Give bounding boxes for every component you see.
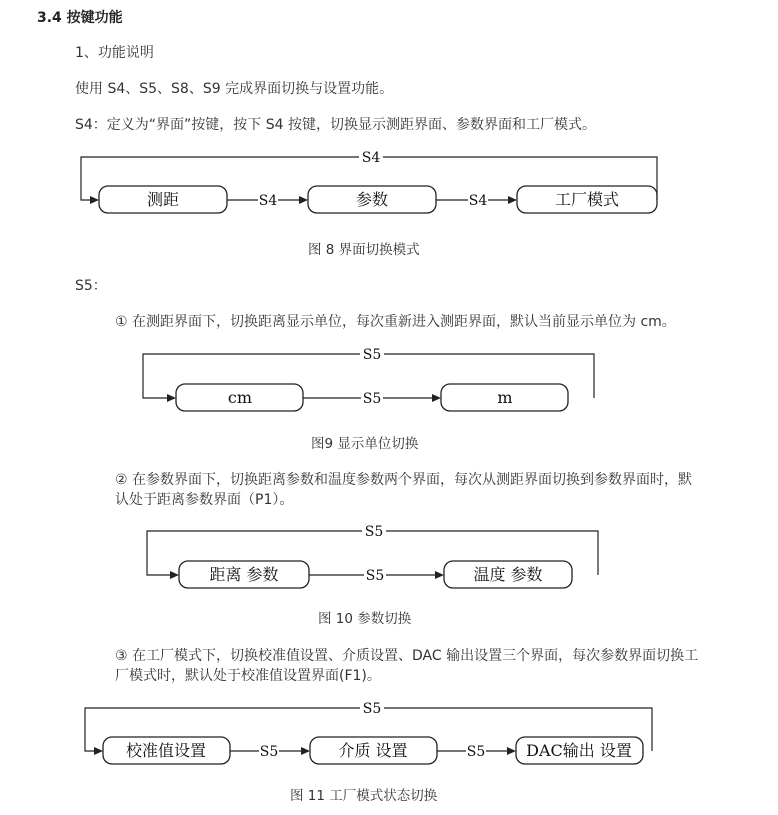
fig8-caption: 图 8 界面切换模式 bbox=[308, 242, 420, 258]
fig11-box-dac-label: DAC输出 设置 bbox=[526, 741, 632, 760]
fig11-edge2-arrowhead bbox=[507, 747, 516, 755]
fig11-box-medium-label: 介质 设置 bbox=[338, 741, 408, 760]
fig9-box-cm-label: cm bbox=[227, 388, 253, 407]
fig11-loop-label: S5 bbox=[362, 701, 382, 717]
s5-item3-line1: ③ 在工厂模式下，切换校准值设置、介质设置、DAC 输出设置三个界面，每次参数界面切换工 bbox=[115, 648, 699, 664]
fig9-caption: 图9 显示单位切换 bbox=[311, 436, 419, 452]
fig8-box-parameters-label: 参数 bbox=[355, 190, 389, 209]
fig8-box-factory-label: 工厂模式 bbox=[554, 190, 620, 209]
fig11-edge2-label: S5 bbox=[466, 744, 486, 760]
s4-description: S4：定义为“界面”按键，按下 S4 按键，切换显示测距界面、参数界面和工厂模式。 bbox=[75, 117, 596, 133]
fig9-loop-label: S5 bbox=[362, 347, 382, 363]
fig10-loop-label: S5 bbox=[364, 524, 384, 540]
fig10-caption: 图 10 参数切换 bbox=[318, 611, 412, 627]
s5-item3-line2: 厂模式时，默认处于校准值设置界面(F1)。 bbox=[115, 668, 381, 684]
fig8-edge1-label: S4 bbox=[258, 193, 278, 209]
s5-item2-line2: 认处于距离参数界面（P1）。 bbox=[115, 492, 294, 508]
intro-paragraph: 使用 S4、S5、S8、S9 完成界面切换与设置功能。 bbox=[75, 81, 394, 97]
fig8-edge2-label: S4 bbox=[468, 193, 488, 209]
fig9-edge-label: S5 bbox=[362, 391, 382, 407]
fig8-box-ranging-label: 测距 bbox=[146, 190, 180, 209]
fig10-edge-label: S5 bbox=[365, 568, 385, 584]
s5-item1: ① 在测距界面下，切换距离显示单位，每次重新进入测距界面，默认当前显示单位为 cm。 bbox=[115, 314, 676, 330]
fig10-box-temperature-label: 温度 参数 bbox=[473, 565, 543, 584]
fig11-edge1-arrowhead bbox=[301, 747, 310, 755]
section-heading: 3.4 按键功能 bbox=[37, 10, 123, 26]
fig9-box-m-label: m bbox=[497, 388, 513, 407]
fig11-box-calibration-label: 校准值设置 bbox=[125, 741, 207, 760]
s5-item2-line1: ② 在参数界面下，切换距离参数和温度参数两个界面，每次从测距界面切换到参数界面时，默 bbox=[115, 472, 692, 488]
fig8-loop-label: S4 bbox=[361, 150, 381, 166]
s5-label: S5： bbox=[75, 278, 107, 294]
function-description-title: 1、功能说明 bbox=[75, 45, 154, 61]
fig11-edge1-label: S5 bbox=[259, 744, 279, 760]
fig11-loop-arrowhead bbox=[94, 747, 103, 755]
fig11-caption: 图 11 工厂模式状态切换 bbox=[290, 788, 438, 804]
fig10-box-distance-label: 距离 参数 bbox=[209, 565, 279, 584]
